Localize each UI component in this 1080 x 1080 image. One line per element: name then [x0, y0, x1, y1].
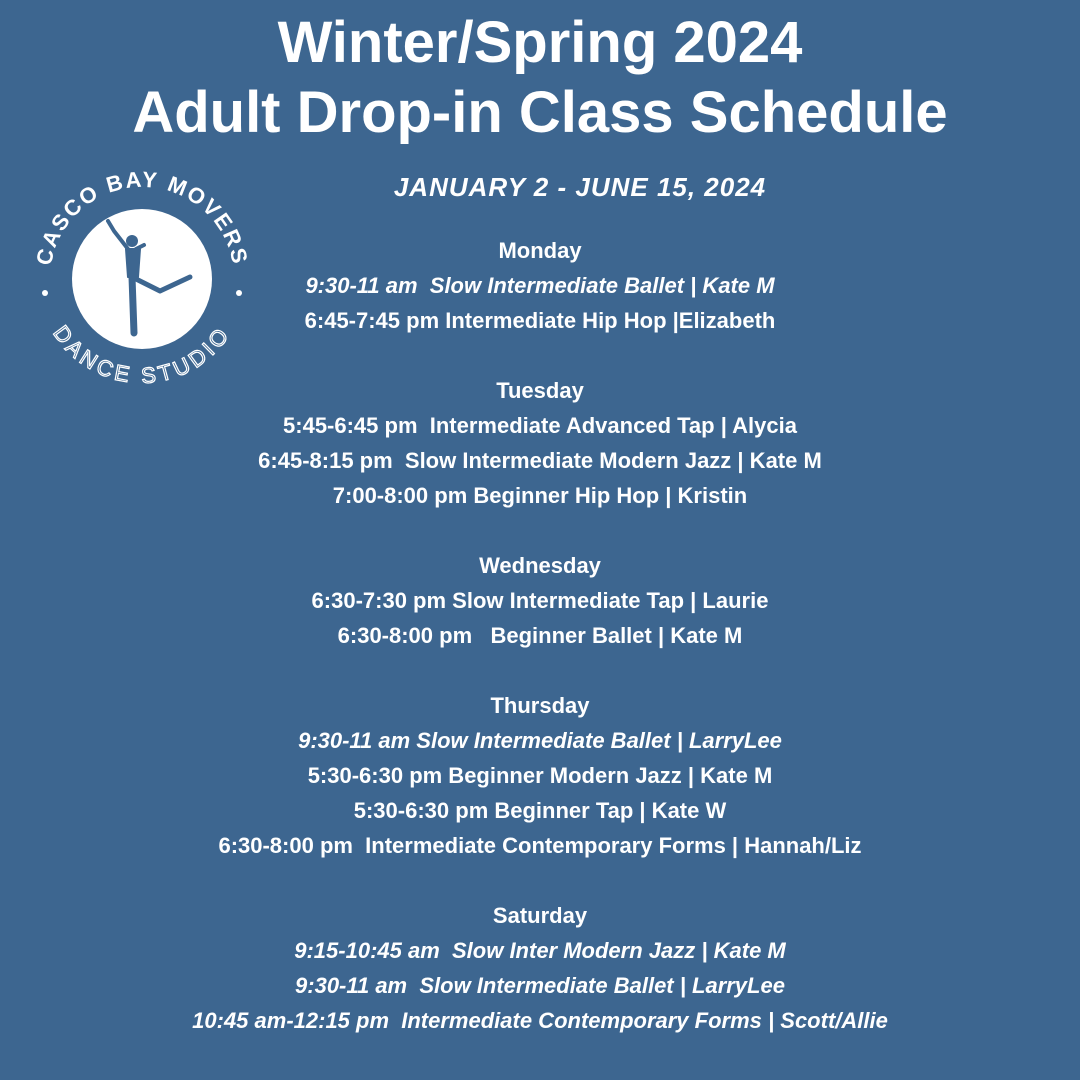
day-heading: Tuesday — [496, 378, 584, 403]
class-entry: 6:30-8:00 pm Beginner Ballet | Kate M — [337, 623, 743, 648]
class-entry: 5:30-6:30 pm Beginner Tap | Kate W — [353, 798, 727, 823]
day-heading: Thursday — [490, 693, 590, 718]
class-entry: 10:45 am-12:15 pm Intermediate Contemporary Forms | Scott/Allie — [192, 1008, 888, 1033]
date-range: JANUARY 2 - JUNE 15, 2024 — [393, 172, 767, 202]
day-block-tuesday — [0, 373, 1080, 513]
title-line-1: Winter/Spring 2024 — [277, 10, 803, 75]
day-heading: Wednesday — [479, 553, 601, 578]
class-schedule — [0, 233, 1080, 1073]
logo-bottom-text: DANCE STUDIO — [48, 320, 236, 389]
class-entry: 9:30-11 am Slow Intermediate Ballet | LarryLee — [298, 728, 782, 753]
class-entry: 6:30-7:30 pm Slow Intermediate Tap | Laurie — [311, 588, 769, 613]
logo-top-text: CASCO BAY MOVERS — [30, 166, 253, 268]
class-entry: 5:45-6:45 pm Intermediate Advanced Tap | Alycia — [283, 413, 797, 438]
class-entry: 9:30-11 am Slow Intermediate Ballet | Kate M — [305, 273, 775, 298]
class-entry: 6:30-8:00 pm Intermediate Contemporary Forms | Hannah/Liz — [218, 833, 862, 858]
class-entry: 9:15-10:45 am Slow Inter Modern Jazz | Kate M — [294, 938, 786, 963]
day-block-thursday — [0, 688, 1080, 863]
page-title — [0, 8, 1080, 148]
day-heading: Monday — [498, 238, 582, 263]
class-entry: 6:45-7:45 pm Intermediate Hip Hop |Elizabeth — [304, 308, 776, 333]
day-block-monday — [0, 233, 1080, 338]
title-line-2: Adult Drop-in Class Schedule — [132, 80, 948, 145]
day-heading: Saturday — [492, 903, 588, 928]
class-entry: 5:30-6:30 pm Beginner Modern Jazz | Kate M — [307, 763, 773, 788]
day-block-saturday — [0, 898, 1080, 1038]
day-block-wednesday — [0, 548, 1080, 653]
class-entry: 6:45-8:15 pm Slow Intermediate Modern Jazz | Kate M — [258, 448, 822, 473]
class-entry: 7:00-8:00 pm Beginner Hip Hop | Kristin — [332, 483, 748, 508]
class-entry: 9:30-11 am Slow Intermediate Ballet | LarryLee — [295, 973, 785, 998]
